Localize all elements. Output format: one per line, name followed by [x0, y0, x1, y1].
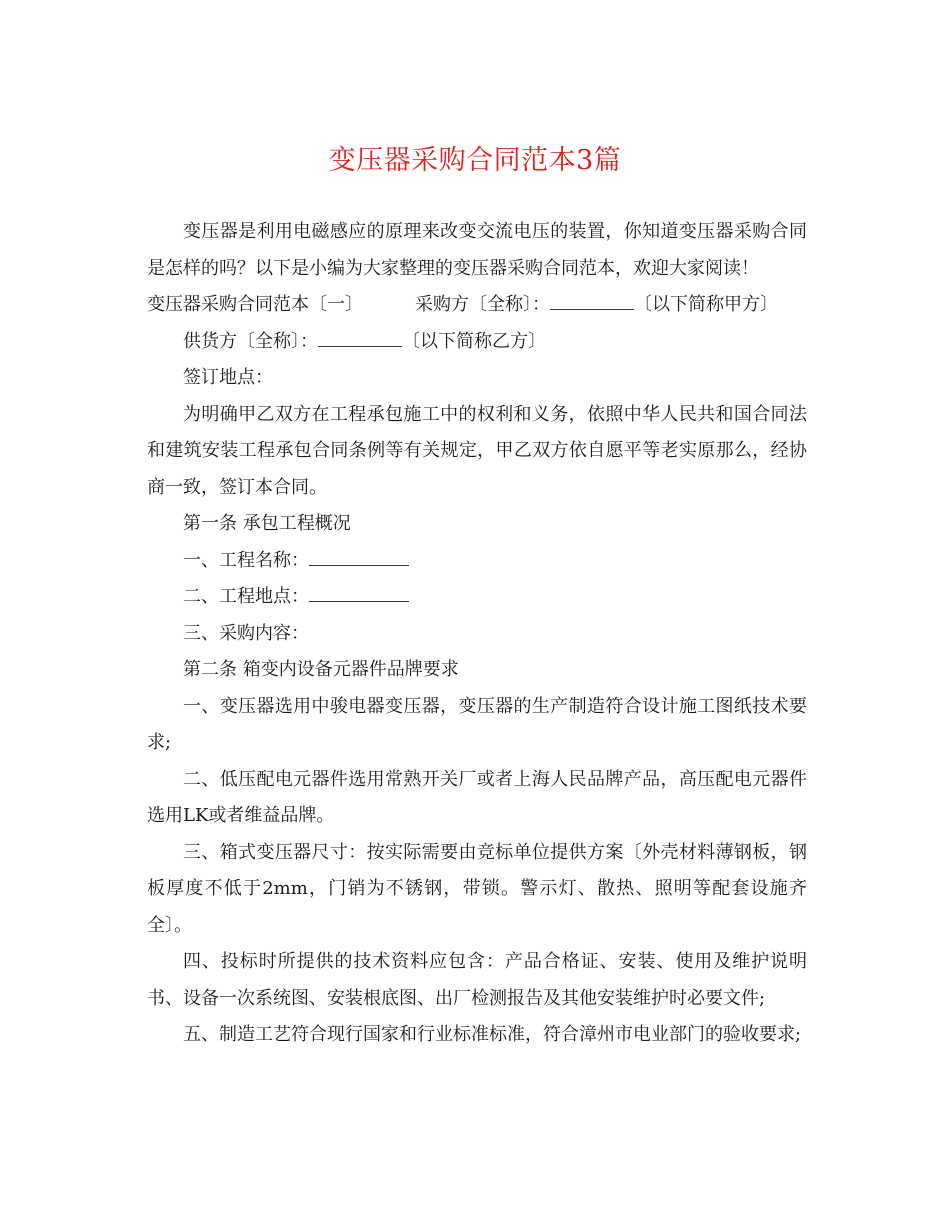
article-1-title: 第一条 承包工程概况: [183, 513, 351, 534]
project-name-blank: [309, 549, 409, 566]
sign-place: 签订地点：: [183, 367, 273, 388]
article-2-title: 第二条 箱变内设备元器件品牌要求: [183, 659, 459, 680]
supplier-name-blank: [318, 330, 402, 347]
requirement-3: 三、箱式变压器尺寸：按实际需要由竞标单位提供方案〔外壳材料薄钢板，钢板厚度不低于2mm，门销为不锈钢，带锁。警示灯、散热、照明等配套设施齐全〕。: [147, 841, 807, 936]
supplier-suffix: 〔以下简称乙方〕: [402, 330, 546, 352]
requirement-1: 一、变压器选用中骏电器变压器，变压器的生产制造符合设计施工图纸技术要求;: [147, 695, 807, 753]
intro-paragraph: 变压器是利用电磁感应的原理来改变交流电压的装置，你知道变压器采购合同是怎样的吗？以下是小编为大家整理的变压器采购合同范本，欢迎大家阅读！: [147, 221, 807, 279]
supplier-line: [147, 324, 807, 361]
project-place-blank: [309, 585, 409, 602]
buyer-suffix: 〔以下简称甲方〕: [634, 294, 778, 315]
project-name-label: 一、工程名称：: [183, 549, 309, 571]
project-place-label: 二、工程地点：: [183, 586, 309, 607]
project-place-line: [147, 579, 807, 616]
purchase-content-line: 三、采购内容：: [183, 622, 309, 644]
supplier-label: 供货方〔全称〕：: [183, 330, 318, 352]
preamble-paragraph: 为明确甲乙双方在工程承包施工中的权利和义务，依照中华人民共和国合同法和建筑安装工程承包合同条例等有关规定，甲乙双方依自愿平等老实原那么，经协商一致，签订本合同。: [147, 403, 807, 498]
requirement-5: 五、制造工艺符合现行国家和行业标准标准，符合漳州市电业部门的验收要求;: [183, 1024, 802, 1045]
requirement-2: 二、低压配电元器件选用常熟开关厂或者上海人民品牌产品，高压配电元器件选用LK或者维益品牌。: [147, 768, 807, 826]
requirement-4: 四、投标时所提供的技术资料应包含：产品合格证、安装、使用及维护说明书、设备一次系统图、安装根底图、出厂检测报告及其他安装维护时必要文件;: [147, 951, 807, 1009]
document-body: [147, 214, 807, 1054]
buyer-line: [147, 287, 807, 324]
document-title: 变压器采购合同范本3篇: [328, 145, 622, 176]
buyer-label: 采购方〔全称〕：: [415, 294, 550, 315]
project-name-line: [147, 543, 807, 580]
buyer-name-blank: [550, 293, 634, 310]
section-heading: 变压器采购合同范本〔一〕: [147, 294, 363, 315]
